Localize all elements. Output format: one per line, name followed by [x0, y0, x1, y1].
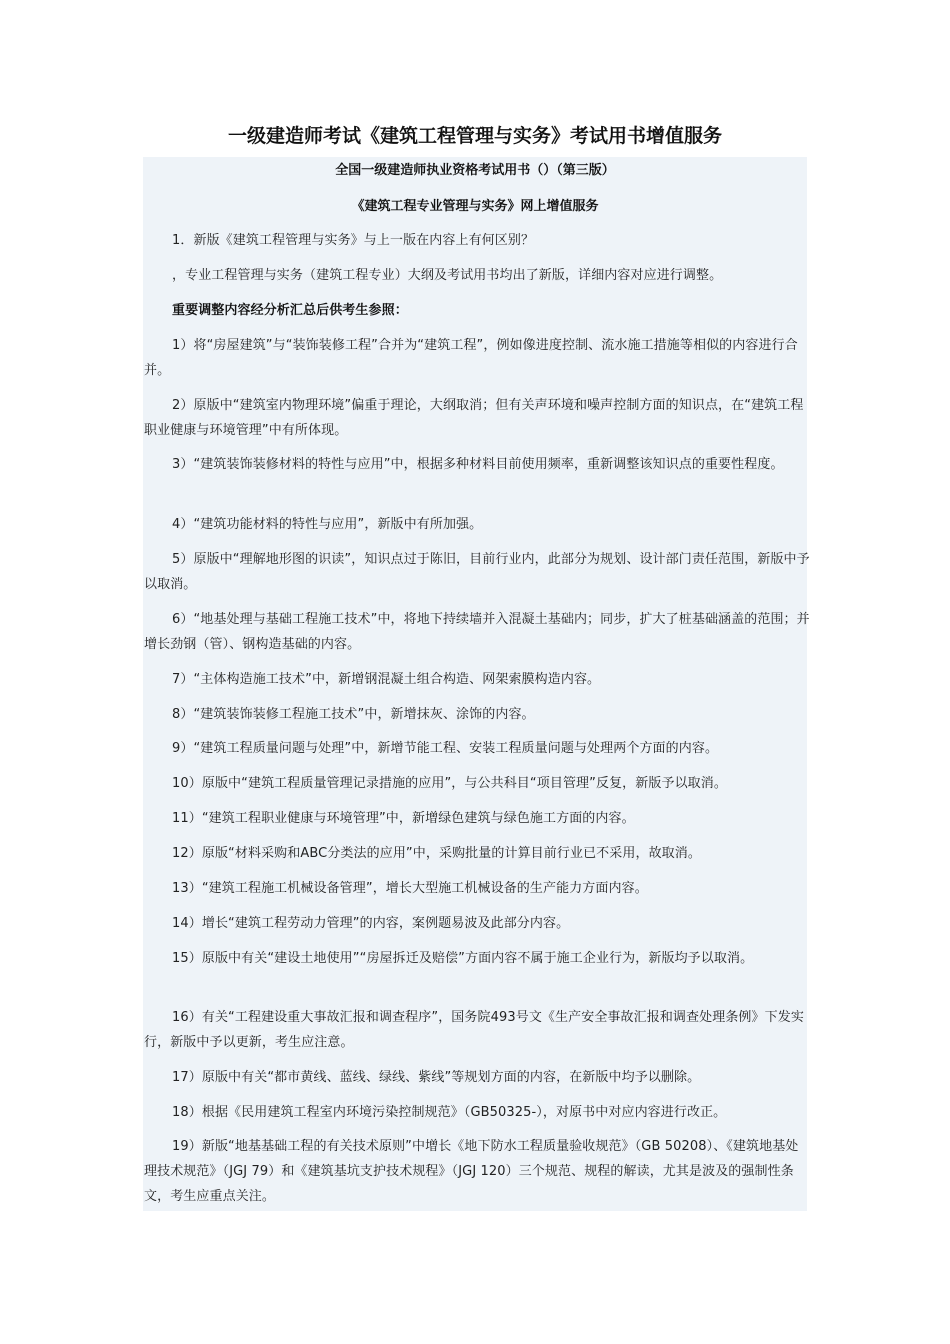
- list-item: 18）根据《民用建筑工程室内环境污染控制规范》（GB50325-），对原书中对应内容进行改正。: [172, 1105, 727, 1120]
- book-heading: 全国一级建造师执业资格考试用书（）（第三版）: [335, 163, 615, 178]
- list-item: 4）“建筑功能材料的特性与应用”，新版中有所加强。: [172, 517, 483, 532]
- list-item: 14）增长“建筑工程劳动力管理”的内容，案例题易波及此部分内容。: [172, 916, 570, 931]
- list-item: 17）原版中有关“都市黄线、蓝线、绿线、紫线”等规划方面的内容，在新版中均予以删除。: [172, 1070, 701, 1085]
- list-item: 1）将“房屋建筑”与“装饰装修工程”合并为“建筑工程”，例如像进度控制、流水施工措施等相似的内容进行合并。: [144, 338, 798, 378]
- list-item: 11）“建筑工程职业健康与环境管理”中，新增绿色建筑与绿色施工方面的内容。: [172, 811, 635, 826]
- summary-heading: 重要调整内容经分析汇总后供考生参照：: [172, 303, 408, 318]
- list-item: 9）“建筑工程质量问题与处理”中，新增节能工程、安装工程质量问题与处理两个方面的内容。: [172, 741, 719, 756]
- question-paragraph: 1．新版《建筑工程管理与实务》与上一版在内容上有何区别？: [172, 233, 535, 248]
- list-item: 3）“建筑装饰装修材料的特性与应用”中，根据多种材料目前使用频率，重新调整该知识点的重要性程度。: [172, 457, 784, 472]
- list-item: 16）有关“工程建设重大事故汇报和调查程序”，国务院493号文《生产安全事故汇报和调查处理条例》下发实行，新版中予以更新，考生应注意。: [144, 1010, 804, 1050]
- content-panel: [143, 157, 810, 1211]
- list-item: 19）新版“地基基础工程的有关技术原则”中增长《地下防水工程质量验收规范》（GB 50208）、《建筑地基处理技术规范》（JGJ 79）和《建筑基坑支护技术规程》（JGJ 120）三个规范、规程的解读，尤其是波及的强制性条文，考生应重点关注。: [144, 1139, 799, 1204]
- service-heading: 《建筑工程专业管理与实务》网上增值服务: [351, 199, 599, 214]
- list-item: 5）原版中“理解地形图的识读”，知识点过于陈旧，目前行业内，此部分为规划、设计部门责任范围，新版中予以取消。: [144, 552, 810, 592]
- list-item: 12）原版“材料采购和ABC分类法的应用”中，采购批量的计算目前行业已不采用，故取消。: [172, 846, 701, 861]
- list-item: 13）“建筑工程施工机械设备管理”，增长大型施工机械设备的生产能力方面内容。: [172, 881, 648, 896]
- list-item: 2）原版中“建筑室内物理环境”偏重于理论，大纲取消；但有关声环境和噪声控制方面的知识点，在“建筑工程职业健康与环境管理”中有所体现。: [144, 398, 804, 438]
- list-item: 8）“建筑装饰装修工程施工技术”中，新增抹灰、涂饰的内容。: [172, 707, 535, 722]
- list-item: 7）“主体构造施工技术”中，新增钢混凝土组合构造、网架索膜构造内容。: [172, 672, 601, 687]
- list-item: 6）“地基处理与基础工程施工技术”中，将地下持续墙并入混凝土基础内；同步，扩大了桩基础涵盖的范围；并增长劲钢（管）、钢构造基础的内容。: [144, 612, 810, 652]
- list-item: 15）原版中有关“建设土地使用”“房屋拆迁及赔偿”方面内容不属于施工企业行为，新版均予以取消。: [172, 951, 754, 966]
- answer-paragraph: ，专业工程管理与实务（建筑工程专业）大纲及考试用书均出了新版，详细内容对应进行调整。: [172, 268, 723, 283]
- document-title: 一级建造师考试《建筑工程管理与实务》考试用书增值服务: [227, 125, 722, 147]
- list-item: 10）原版中“建筑工程质量管理记录措施的应用”，与公共科目“项目管理”反复，新版予以取消。: [172, 776, 727, 791]
